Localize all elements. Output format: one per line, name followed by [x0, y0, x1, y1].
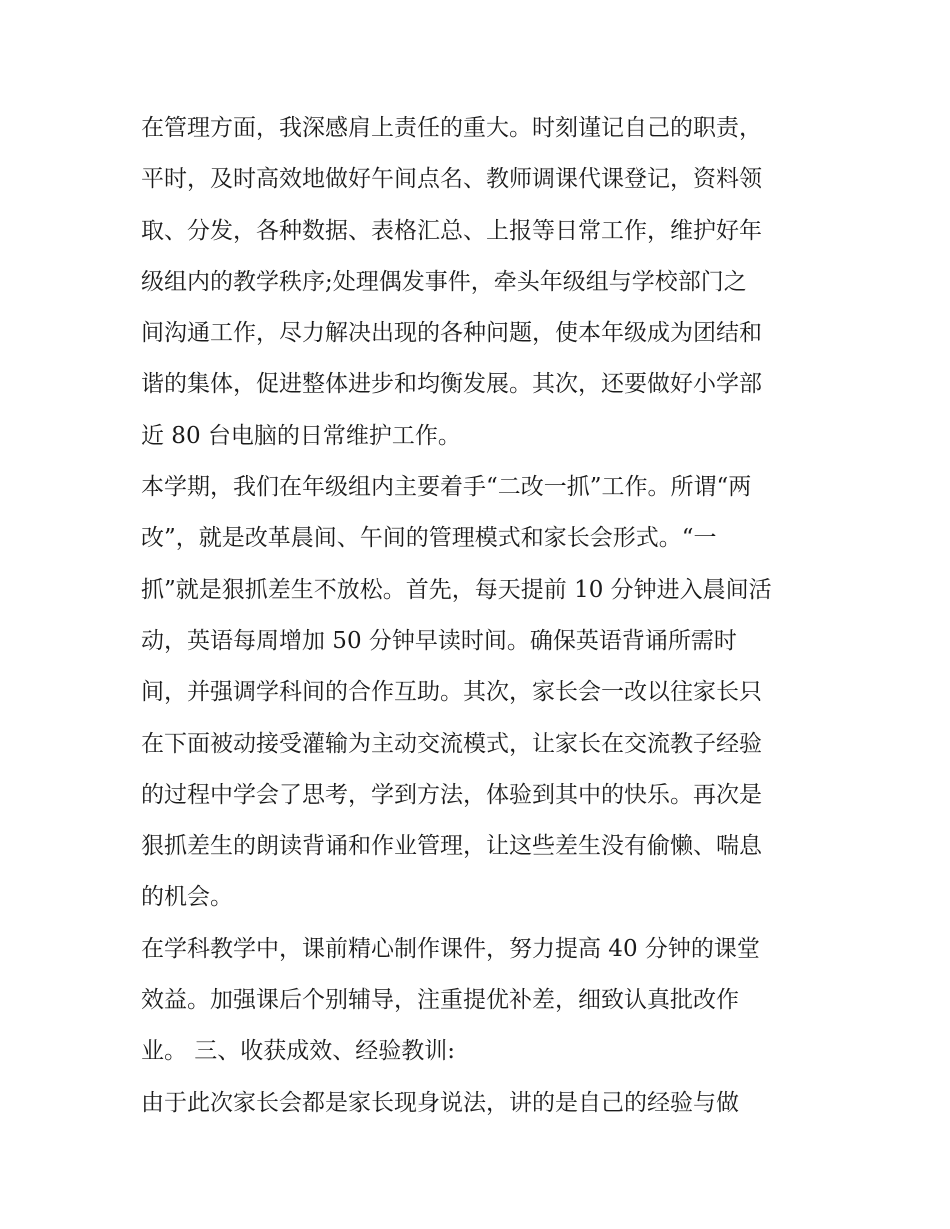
text-line: 平时，及时高效地做好午间点名、教师调课代课登记，资料领 — [141, 166, 762, 193]
text-line: 间沟通工作，尽力解决出现的各种问题，使本年级成为团结和 — [141, 320, 762, 347]
text-line: 的机会。 — [141, 884, 233, 911]
body-text — [141, 103, 831, 1129]
text-line: 在学科教学中，课前精心制作课件，努力提高 40 分钟的课堂 — [141, 935, 760, 962]
text-line: 级组内的教学秩序;处理偶发事件，牵头年级组与学校部门之 — [141, 268, 747, 295]
text-line: 由于此次家长会都是家长现身说法，讲的是自己的经验与做 — [141, 1089, 739, 1116]
text-line: 近 80 台电脑的日常维护工作。 — [141, 422, 461, 449]
text-line: 谐的集体，促进整体进步和均衡发展。其次，还要做好小学部 — [141, 371, 762, 398]
text-line: 间，并强调学科间的合作互助。其次，家长会一改以往家长只 — [141, 679, 762, 706]
text-line: 狠抓差生的朗读背诵和作业管理，让这些差生没有偷懒、喘息 — [141, 833, 762, 860]
text-line: 在管理方面，我深感肩上责任的重大。时刻谨记自己的职责， — [141, 115, 762, 141]
text-line: 的过程中学会了思考，学到方法，体验到其中的快乐。再次是 — [141, 781, 762, 808]
text-line: 取、分发，各种数据、表格汇总、上报等日常工作，维护好年 — [141, 217, 762, 244]
text-line: 抓”就是狠抓差生不放松。首先，每天提前 10 分钟进入晨间活 — [141, 576, 772, 603]
text-line: 改”，就是改革晨间、午间的管理模式和家长会形式。“一 — [141, 525, 717, 552]
text-line: 业。 三、收获成效、经验教训: — [141, 1038, 456, 1065]
text-line: 效益。加强课后个别辅导，注重提优补差，细致认真批改作 — [141, 987, 739, 1014]
text-line: 在下面被动接受灌输为主动交流模式，让家长在交流教子经验 — [141, 730, 762, 757]
text-line: 本学期，我们在年级组内主要着手“二改一抓”工作。所谓“两 — [141, 474, 752, 501]
text-line: 动，英语每周增加 50 分钟早读时间。确保英语背诵所需时 — [141, 627, 737, 654]
